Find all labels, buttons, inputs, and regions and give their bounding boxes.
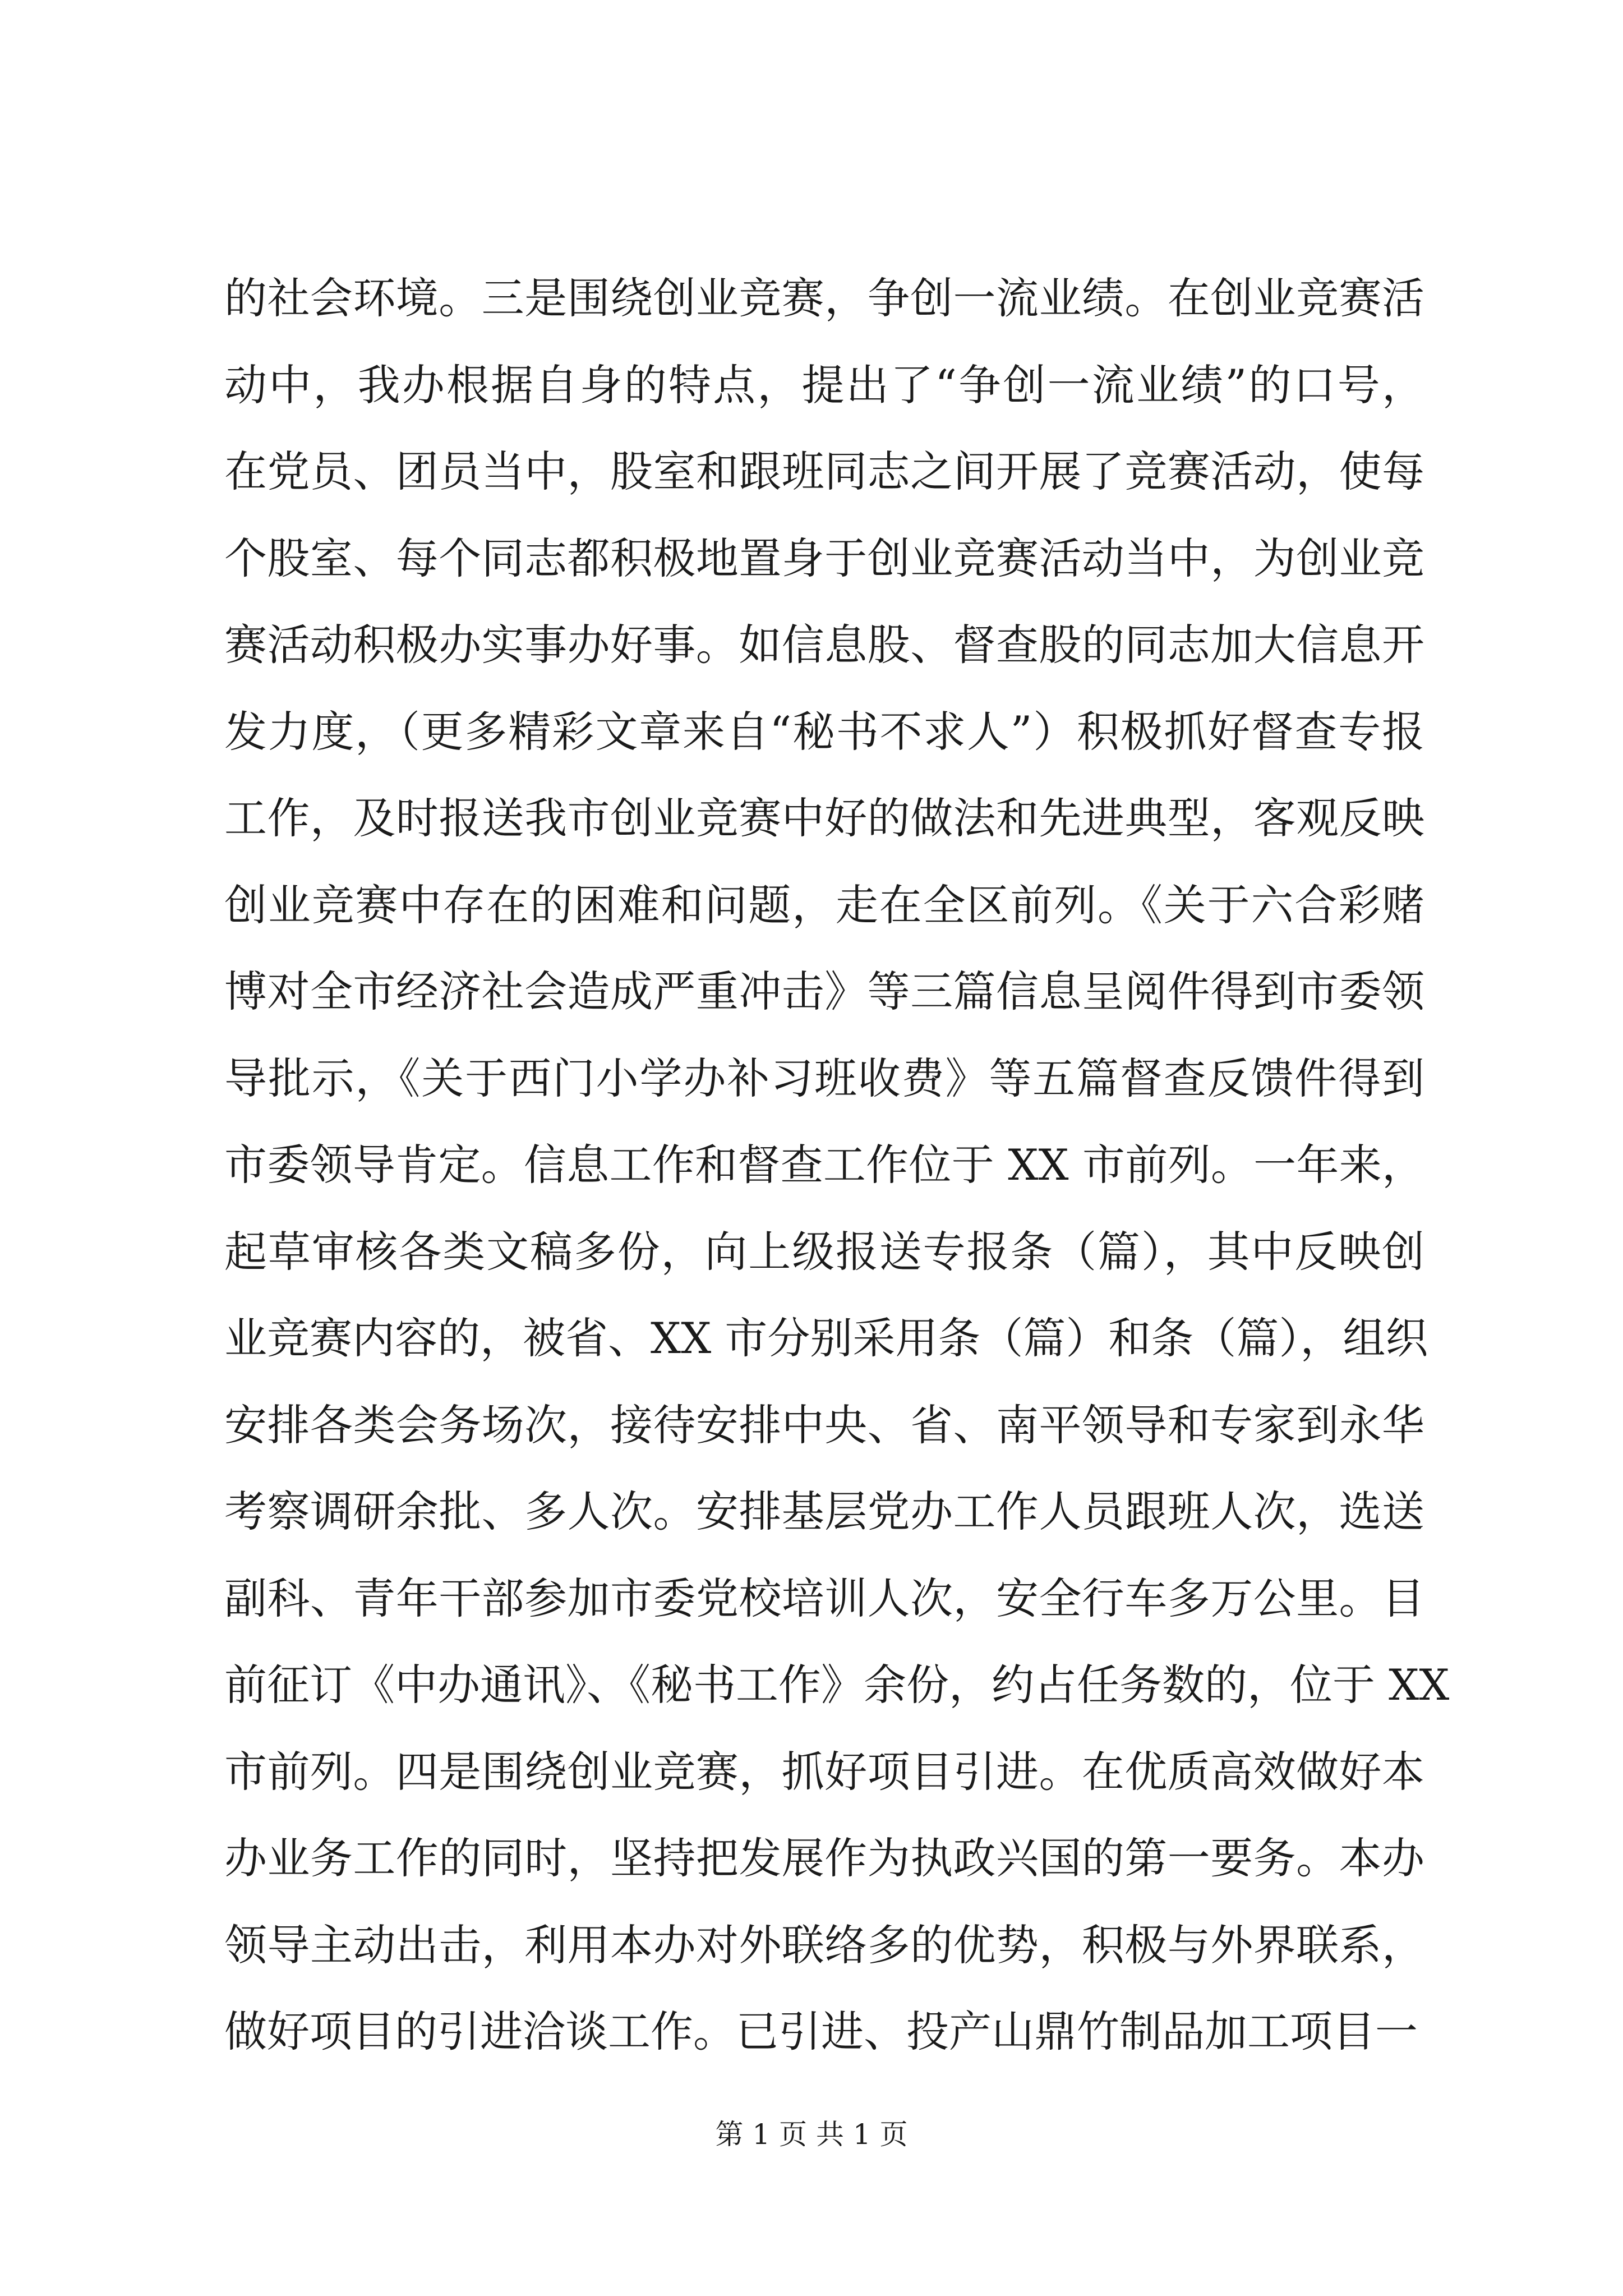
text-line: 发力度，（更多精彩文章来自“秘书不求人”）积极抓好督查专报 <box>224 706 1424 757</box>
text-line: 起草审核各类文稿多份，向上级报送专报条（篇），其中反映创 <box>224 1226 1424 1277</box>
text-line: 市委领导肯定。信息工作和督查工作位于 XX 市前列。一年来， <box>224 1140 1424 1190</box>
text-line: 业竞赛内容的，被省、XX 市分别采用条（篇）和条（篇），组织 <box>224 1313 1428 1363</box>
text-line: 导批示，《关于西门小学办补习班收费》等五篇督查反馈件得到 <box>224 1053 1424 1103</box>
text-line: 在党员、团员当中，股室和跟班同志之间开展了竞赛活动，使每 <box>224 447 1424 496</box>
text-line: 领导主动出击，利用本办对外联络多的优势，积极与外界联系， <box>224 1920 1424 1970</box>
text-line: 动中，我办根据自身的特点，提出了“争创一流业绩”的口号， <box>224 360 1424 410</box>
text-line: 工作，及时报送我市创业竞赛中好的做法和先进典型，客观反映 <box>224 793 1424 843</box>
text-line: 市前列。四是围绕创业竞赛，抓好项目引进。在优质高效做好本 <box>224 1746 1424 1797</box>
body-text <box>224 255 1450 2076</box>
text-line: 前征订《中办通讯》、《秘书工作》余份，约占任务数的，位于 XX <box>224 1660 1450 1710</box>
text-line: 博对全市经济社会造成严重冲击》等三篇信息呈阅件得到市委领 <box>224 967 1424 1016</box>
text-line: 个股室、每个同志都积极地置身于创业竞赛活动当中，为创业竞 <box>224 533 1424 583</box>
page-number-footer: 第 1 页 共 1 页 <box>715 2118 908 2151</box>
text-line: 创业竞赛中存在的困难和问题，走在全区前列。《关于六合彩赌 <box>224 880 1424 930</box>
text-line: 考察调研余批、多人次。安排基层党办工作人员跟班人次，选送 <box>224 1487 1424 1536</box>
text-line: 的社会环境。三是围绕创业竞赛，争创一流业绩。在创业竞赛活 <box>224 273 1424 323</box>
text-line: 赛活动积极办实事办好事。如信息股、督查股的同志加大信息开 <box>224 620 1424 670</box>
text-line: 副科、青年干部参加市委党校培训人次，安全行车多万公里。目 <box>224 1573 1424 1623</box>
text-line: 安排各类会务场次，接待安排中央、省、南平领导和专家到永华 <box>224 1400 1424 1450</box>
text-line: 办业务工作的同时，坚持把发展作为执政兴国的第一要务。本办 <box>224 1833 1424 1883</box>
text-line: 做好项目的引进洽谈工作。已引进、投产山鼎竹制品加工项目一 <box>224 2007 1418 2056</box>
